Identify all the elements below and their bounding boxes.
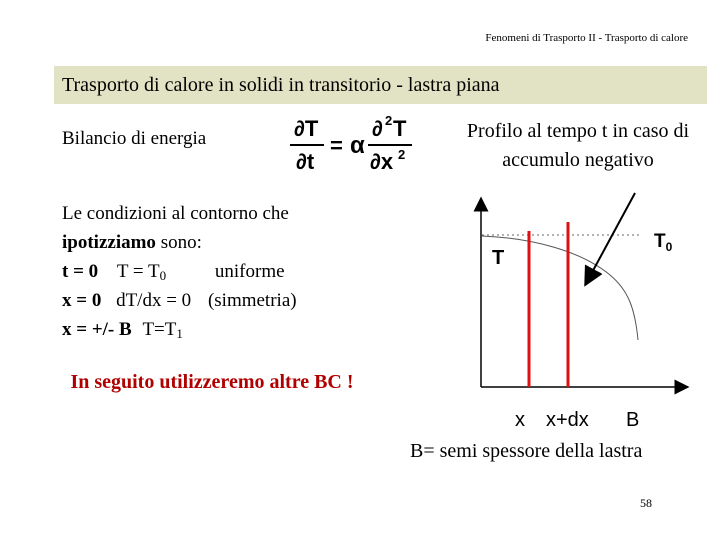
bc2-cond: x = 0: [62, 290, 102, 311]
bc2-eq: dT/dx = 0: [116, 290, 192, 311]
eq-alpha: α: [350, 132, 365, 159]
bc-row-2: [62, 286, 297, 315]
bc-row-3: [62, 315, 183, 344]
bc1-note: uniforme: [214, 261, 285, 282]
followup-note: In seguito utilizzeremo altre BC !: [70, 371, 354, 393]
temperature-profile-curve: [482, 236, 638, 340]
profile-caption: Profilo al tempo t in caso di accumulo negativo: [466, 120, 690, 171]
bc3-cond: x = +/- B: [62, 319, 132, 340]
eq-rhs-partial: ∂: [372, 116, 383, 141]
eq-rhs-sup: 2: [385, 114, 393, 128]
eq-rhs-den-sup: 2: [398, 147, 406, 162]
energy-balance-label: Bilancio di energia: [62, 128, 207, 149]
eq-rhs-denominator: ∂x: [370, 149, 394, 174]
slide-title: Trasporto di calore in solidi in transitorio - lastra piana: [54, 66, 707, 104]
bc1-cond: t = 0: [62, 261, 99, 282]
eq-rhs-var: T: [393, 116, 407, 141]
page-number: 58: [640, 496, 652, 510]
slide-header: Fenomeni di Trasporto II - Trasporto di calore: [485, 32, 688, 44]
t0-label: $T_0$: [654, 231, 673, 254]
temperature-profile-diagram: [460, 190, 700, 445]
bc1-eq: $T = T_0$: [116, 261, 167, 283]
x-tick-x: x: [515, 409, 525, 431]
bc-intro-rest: sono:: [155, 232, 202, 253]
heat-equation: [286, 114, 416, 181]
bottom-caption: B= semi spessore della lastra: [410, 440, 643, 462]
bc3-eq: $T=T_1$: [142, 319, 183, 341]
bc-intro-line2: [62, 228, 202, 257]
eq-lhs-numerator: ∂T: [294, 116, 319, 141]
x-tick-x-plus-dx: x+dx: [546, 409, 589, 431]
bc-intro-bold: ipotizziamo: [62, 232, 156, 253]
eq-lhs-denominator: ∂t: [296, 149, 315, 174]
bc-row-1: [62, 257, 285, 286]
bc-intro: Le condizioni al contorno che: [62, 203, 289, 224]
x-tick-b: B: [626, 409, 640, 431]
bc2-note: (simmetria): [207, 290, 297, 311]
y-axis-label: T: [492, 247, 505, 269]
eq-equals: =: [330, 133, 343, 158]
